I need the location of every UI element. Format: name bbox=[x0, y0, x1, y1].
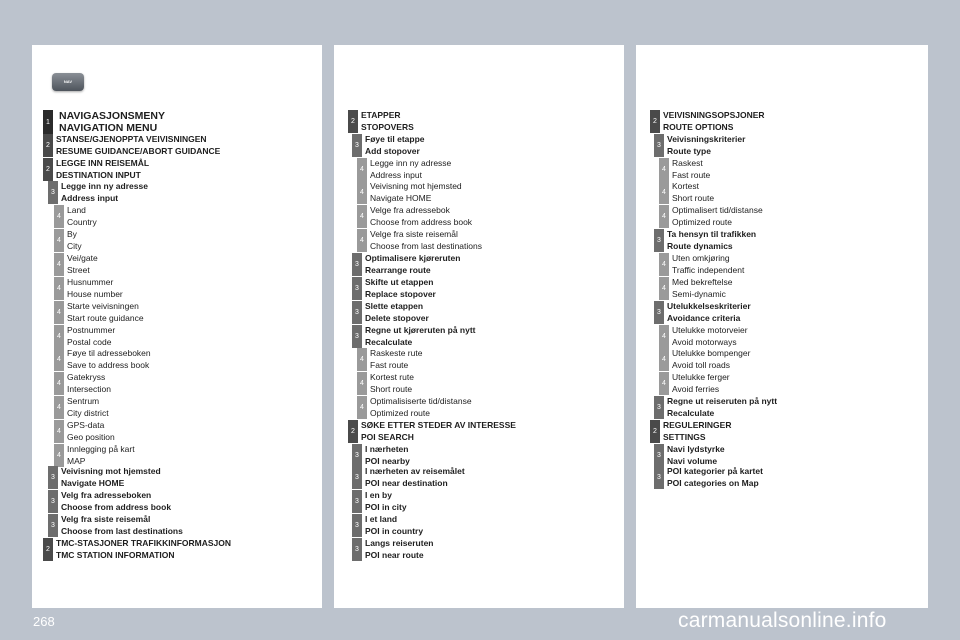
entry-text bbox=[370, 372, 414, 395]
entry-text bbox=[67, 348, 151, 371]
entry-label-en: Start route guidance bbox=[67, 312, 144, 323]
entry-label-no: GPS-data bbox=[67, 420, 105, 430]
entry-text bbox=[370, 396, 472, 419]
level-badge: 3 bbox=[352, 301, 362, 324]
level-badge: 2 bbox=[348, 110, 358, 133]
entry-label-no: Kortest bbox=[672, 181, 699, 191]
level-badge: 4 bbox=[659, 325, 669, 348]
entry-text bbox=[56, 158, 149, 181]
level-badge: 4 bbox=[54, 325, 64, 348]
entry-label-no: Føye til adresseboken bbox=[67, 348, 151, 358]
entry-text bbox=[370, 348, 422, 371]
level-badge: 3 bbox=[352, 277, 362, 300]
entry-label-no: LEGGE INN REISEMÅL bbox=[56, 158, 150, 168]
entry-label-en: Short route bbox=[672, 192, 715, 203]
entry-label-en: POI categories on Map bbox=[667, 477, 759, 488]
entry-label-no: REGULERINGER bbox=[663, 420, 732, 430]
entry-label-en: Intersection bbox=[67, 383, 111, 394]
entry-label-en: NAVIGATION MENU bbox=[59, 122, 158, 134]
entry-text bbox=[361, 420, 516, 443]
level-badge: 3 bbox=[654, 301, 664, 324]
entry-label-en: Fast route bbox=[672, 169, 711, 180]
level-badge: 4 bbox=[659, 181, 669, 204]
level-badge: 4 bbox=[54, 372, 64, 395]
entry-label-no: NAVIGASJONSMENY bbox=[59, 110, 165, 122]
level-badge: 4 bbox=[357, 158, 367, 181]
entry-label-no: Optimalisiserte tid/distanse bbox=[370, 396, 472, 406]
entry-text bbox=[365, 253, 460, 276]
entry-text bbox=[672, 253, 744, 276]
entry-label-en: Navigate HOME bbox=[370, 192, 432, 203]
level-badge: 4 bbox=[357, 372, 367, 395]
entry-label-en: Route dynamics bbox=[667, 240, 733, 251]
entry-text bbox=[672, 181, 714, 204]
entry-label-no: Ta hensyn til trafikken bbox=[667, 229, 757, 239]
entry-label-en: SETTINGS bbox=[663, 431, 706, 442]
level-badge: 3 bbox=[352, 466, 362, 489]
entry-label-no: VEIVISNINGSOPSJONER bbox=[663, 110, 765, 120]
entry-text bbox=[56, 538, 231, 561]
entry-text bbox=[672, 325, 748, 348]
entry-label-en: Choose from address book bbox=[370, 216, 473, 227]
entry-label-no: Velge fra adressebok bbox=[370, 205, 450, 215]
entry-label-no: Husnummer bbox=[67, 277, 114, 287]
entry-label-en: Replace stopover bbox=[365, 288, 436, 299]
level-badge: 4 bbox=[357, 181, 367, 204]
entry-text bbox=[672, 158, 710, 181]
entry-label-en: Address input bbox=[61, 192, 119, 203]
entry-label-en: Delete stopover bbox=[365, 312, 429, 323]
entry-label-en: MAP bbox=[67, 455, 86, 466]
entry-text bbox=[370, 181, 462, 204]
entry-text bbox=[663, 420, 731, 443]
entry-text bbox=[67, 420, 115, 443]
level-badge: 3 bbox=[352, 538, 362, 561]
entry-label-en: POI near route bbox=[365, 549, 424, 560]
level-badge: 3 bbox=[352, 490, 362, 513]
entry-label-en: Address input bbox=[370, 169, 422, 180]
level-badge: 3 bbox=[352, 253, 362, 276]
level-badge: 2 bbox=[650, 110, 660, 133]
nav-button-icon bbox=[52, 73, 84, 91]
entry-label-no: Gatekryss bbox=[67, 372, 106, 382]
entry-label-en: Geo position bbox=[67, 431, 115, 442]
entry-text bbox=[365, 325, 476, 348]
level-badge: 4 bbox=[659, 253, 669, 276]
entry-text bbox=[365, 466, 465, 489]
entry-label-no: Utelukke ferger bbox=[672, 372, 730, 382]
entry-label-en: Optimized route bbox=[370, 407, 430, 418]
entry-label-en: Route type bbox=[667, 145, 711, 156]
entry-label-en: Avoid toll roads bbox=[672, 359, 730, 370]
level-badge: 4 bbox=[659, 372, 669, 395]
level-badge: 4 bbox=[357, 348, 367, 371]
entry-label-en: Street bbox=[67, 264, 90, 275]
entry-label-en: Traffic independent bbox=[672, 264, 745, 275]
entry-label-en: DESTINATION INPUT bbox=[56, 169, 141, 180]
level-badge: 3 bbox=[654, 466, 664, 489]
entry-text bbox=[667, 444, 725, 467]
entry-label-en: House number bbox=[67, 288, 123, 299]
level-badge: 4 bbox=[54, 277, 64, 300]
entry-text bbox=[61, 490, 171, 513]
entry-text bbox=[370, 158, 451, 181]
entry-label-no: Slette etappen bbox=[365, 301, 424, 311]
entry-text bbox=[67, 325, 115, 348]
level-badge: 3 bbox=[654, 444, 664, 467]
entry-text bbox=[370, 205, 472, 228]
entry-label-no: Navi lydstyrke bbox=[667, 444, 725, 454]
level-badge: 2 bbox=[43, 538, 53, 561]
level-badge: 1 bbox=[43, 110, 53, 134]
entry-text bbox=[59, 110, 165, 134]
level-badge: 3 bbox=[48, 514, 58, 537]
level-badge: 3 bbox=[654, 396, 664, 419]
level-badge: 4 bbox=[54, 420, 64, 443]
entry-text bbox=[67, 253, 98, 276]
level-badge: 3 bbox=[352, 514, 362, 537]
entry-text bbox=[67, 396, 109, 419]
level-badge: 2 bbox=[43, 134, 53, 157]
entry-label-en: POI SEARCH bbox=[361, 431, 414, 442]
level-badge: 4 bbox=[357, 396, 367, 419]
entry-label-no: Langs reiseruten bbox=[365, 538, 434, 548]
entry-text bbox=[667, 229, 756, 252]
level-badge: 4 bbox=[54, 444, 64, 467]
entry-label-en: POI in country bbox=[365, 525, 424, 536]
entry-label-no: Regne ut reiseruten på nytt bbox=[667, 396, 778, 406]
entry-label-en: POI in city bbox=[365, 501, 407, 512]
entry-text bbox=[67, 205, 97, 228]
entry-text bbox=[370, 229, 482, 252]
entry-label-en: Choose from last destinations bbox=[370, 240, 482, 251]
entry-label-no: I et land bbox=[365, 514, 398, 524]
entry-text bbox=[361, 110, 414, 133]
entry-label-no: Innlegging på kart bbox=[67, 444, 135, 454]
entry-label-no: Med bekreftelse bbox=[672, 277, 733, 287]
entry-label-en: ROUTE OPTIONS bbox=[663, 121, 734, 132]
entry-text bbox=[61, 466, 161, 489]
entry-label-no: Velge fra siste reisemål bbox=[370, 229, 458, 239]
entry-label-no: Uten omkjøring bbox=[672, 253, 730, 263]
entry-text bbox=[365, 444, 410, 467]
entry-text bbox=[667, 301, 751, 324]
entry-label-no: I en by bbox=[365, 490, 392, 500]
level-badge: 4 bbox=[659, 205, 669, 228]
nav-button-label: NAV bbox=[63, 79, 73, 84]
entry-label-en: Optimized route bbox=[672, 216, 732, 227]
level-badge: 3 bbox=[352, 325, 362, 348]
entry-label-en: Short route bbox=[370, 383, 413, 394]
entry-text bbox=[365, 277, 436, 300]
entry-label-en: City district bbox=[67, 407, 109, 418]
entry-label-en: Avoid ferries bbox=[672, 383, 720, 394]
entry-label-no: ETAPPER bbox=[361, 110, 401, 120]
entry-label-en: Country bbox=[67, 216, 97, 227]
entry-label-en: Recalculate bbox=[667, 407, 715, 418]
level-badge: 2 bbox=[348, 420, 358, 443]
entry-label-no: Sentrum bbox=[67, 396, 100, 406]
entry-text bbox=[365, 301, 429, 324]
entry-label-no: I nærheten bbox=[365, 444, 409, 454]
entry-text bbox=[365, 134, 425, 157]
entry-label-no: Starte veivisningen bbox=[67, 301, 139, 311]
entry-label-en: RESUME GUIDANCE/ABORT GUIDANCE bbox=[56, 145, 221, 156]
entry-label-no: Veivisningskriterier bbox=[667, 134, 746, 144]
level-badge: 4 bbox=[54, 348, 64, 371]
entry-label-en: Recalculate bbox=[365, 336, 413, 347]
entry-text bbox=[67, 301, 144, 324]
entry-label-no: Veivisning mot hjemsted bbox=[370, 181, 462, 191]
entry-label-no: Vei/gate bbox=[67, 253, 98, 263]
level-badge: 3 bbox=[654, 134, 664, 157]
entry-label-en: Navi volume bbox=[667, 455, 718, 466]
entry-label-en: Semi-dynamic bbox=[672, 288, 726, 299]
entry-label-no: Legge inn ny adresse bbox=[370, 158, 452, 168]
entry-label-no: Velg fra adresseboken bbox=[61, 490, 152, 500]
entry-label-en: Postal code bbox=[67, 336, 112, 347]
level-badge: 3 bbox=[48, 181, 58, 204]
entry-label-no: POI kategorier på kartet bbox=[667, 466, 763, 476]
entry-label-no: TMC-STASJONER TRAFIKKINFORMASJON bbox=[56, 538, 232, 548]
entry-label-no: Kortest rute bbox=[370, 372, 414, 382]
watermark: carmanualsonline.info bbox=[678, 609, 887, 632]
entry-label-no: STANSE/GJENOPPTA VEIVISNINGEN bbox=[56, 134, 207, 144]
entry-label-no: By bbox=[67, 229, 77, 239]
entry-label-en: TMC STATION INFORMATION bbox=[56, 549, 175, 560]
entry-label-no: Optimalisere kjøreruten bbox=[365, 253, 461, 263]
level-badge: 4 bbox=[659, 158, 669, 181]
level-badge: 3 bbox=[352, 444, 362, 467]
entry-text bbox=[667, 466, 763, 489]
entry-label-en: Choose from address book bbox=[61, 501, 172, 512]
entry-label-en: Fast route bbox=[370, 359, 409, 370]
entry-label-en: POI nearby bbox=[365, 455, 410, 466]
level-badge: 2 bbox=[650, 420, 660, 443]
entry-label-no: Veivisning mot hjemsted bbox=[61, 466, 161, 476]
entry-label-en: Avoid motorways bbox=[672, 336, 737, 347]
level-badge: 4 bbox=[357, 229, 367, 252]
entry-label-no: SØKE ETTER STEDER AV INTERESSE bbox=[361, 420, 516, 430]
entry-text bbox=[672, 372, 730, 395]
level-badge: 3 bbox=[654, 229, 664, 252]
entry-text bbox=[365, 514, 423, 537]
entry-label-no: Legge inn ny adresse bbox=[61, 181, 148, 191]
entry-text bbox=[663, 110, 765, 133]
entry-label-no: Føye til etappe bbox=[365, 134, 425, 144]
level-badge: 4 bbox=[54, 301, 64, 324]
entry-text bbox=[67, 444, 135, 467]
entry-label-no: Optimalisert tid/distanse bbox=[672, 205, 763, 215]
entry-label-en: Navigate HOME bbox=[61, 477, 125, 488]
entry-label-en: STOPOVERS bbox=[361, 121, 414, 132]
entry-text bbox=[365, 538, 434, 561]
entry-label-no: Raskeste rute bbox=[370, 348, 423, 358]
level-badge: 4 bbox=[357, 205, 367, 228]
entry-text bbox=[67, 372, 111, 395]
entry-label-en: Avoidance criteria bbox=[667, 312, 741, 323]
entry-label-no: Utelukke bompenger bbox=[672, 348, 751, 358]
level-badge: 2 bbox=[43, 158, 53, 181]
entry-text bbox=[672, 277, 732, 300]
entry-text bbox=[61, 181, 148, 204]
level-badge: 4 bbox=[54, 205, 64, 228]
page-number: 268 bbox=[33, 614, 55, 629]
entry-label-en: POI near destination bbox=[365, 477, 448, 488]
level-badge: 4 bbox=[659, 348, 669, 371]
entry-label-no: Velg fra siste reisemål bbox=[61, 514, 151, 524]
entry-text bbox=[667, 396, 777, 419]
entry-label-en: Save to address book bbox=[67, 359, 150, 370]
entry-label-en: Rearrange route bbox=[365, 264, 431, 275]
entry-text bbox=[56, 134, 220, 157]
level-badge: 4 bbox=[659, 277, 669, 300]
level-badge: 4 bbox=[54, 253, 64, 276]
entry-label-no: Utelukke motorveier bbox=[672, 325, 748, 335]
entry-label-no: Land bbox=[67, 205, 86, 215]
entry-text bbox=[61, 514, 183, 537]
entry-label-no: I nærheten av reisemålet bbox=[365, 466, 465, 476]
entry-label-no: Skifte ut etappen bbox=[365, 277, 434, 287]
level-badge: 4 bbox=[54, 396, 64, 419]
entry-text bbox=[67, 277, 123, 300]
entry-label-no: Raskest bbox=[672, 158, 703, 168]
entry-text bbox=[672, 348, 750, 371]
level-badge: 4 bbox=[54, 229, 64, 252]
entry-text bbox=[365, 490, 407, 513]
level-badge: 3 bbox=[48, 490, 58, 513]
entry-label-en: Add stopover bbox=[365, 145, 420, 156]
entry-label-no: Utelukkelseskriterier bbox=[667, 301, 751, 311]
level-badge: 3 bbox=[48, 466, 58, 489]
entry-label-no: Regne ut kjøreruten på nytt bbox=[365, 325, 476, 335]
entry-label-no: Postnummer bbox=[67, 325, 116, 335]
level-badge: 3 bbox=[352, 134, 362, 157]
entry-text bbox=[672, 205, 763, 228]
entry-label-en: City bbox=[67, 240, 82, 251]
entry-text bbox=[667, 134, 745, 157]
entry-label-en: Choose from last destinations bbox=[61, 525, 183, 536]
entry-text bbox=[67, 229, 82, 252]
